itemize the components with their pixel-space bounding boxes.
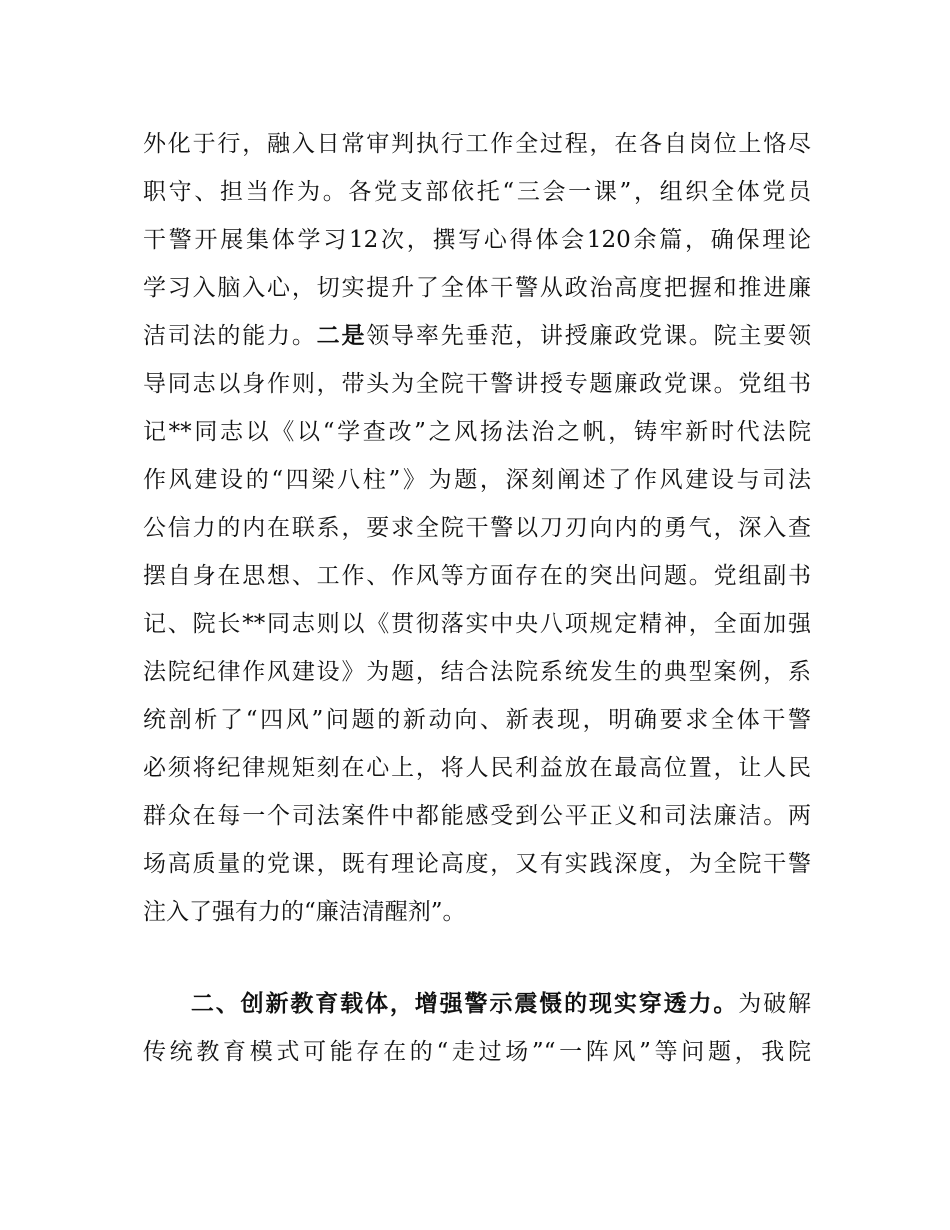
text-line: 场高质量的党课，既有理论高度，又有实践深度，为全院干警	[143, 851, 811, 877]
text-line: 学习入脑入心，切实提升了全体干警从政治高度把握和推进廉	[143, 275, 811, 301]
text-line: 导同志以身作则，带头为全院干警讲授专题廉政党课。党组书	[143, 371, 811, 397]
text-line: 传统教育模式可能存在的“走过场”“一阵风”等问题，我院	[143, 1039, 811, 1065]
text-run: 洁司法的能力。	[143, 323, 317, 349]
text-line: 必须将纪律规矩刻在心上，将人民利益放在最高位置，让人民	[143, 755, 811, 781]
text-line: 注入了强有力的“廉洁清醒剂”。	[143, 899, 466, 925]
text-line: 统剖析了“四风”问题的新动向、新表现，明确要求全体干警	[143, 707, 811, 733]
text-line-heading	[143, 984, 811, 1024]
text-line: 公信力的内在联系，要求全院干警以刀刃向内的勇气，深入查	[143, 515, 811, 541]
section-heading: 二、创新教育载体，增强警示震慑的现实穿透力。	[189, 991, 739, 1017]
text-line: 职守、担当作为。各党支部依托“三会一课”，组织全体党员	[143, 179, 811, 205]
text-line-mixed	[143, 316, 811, 356]
text-line: 记**同志以《以“学查改”之风扬法治之帆，铸牢新时代法院	[143, 419, 811, 445]
text-run: 领导率先垂范，讲授廉政党课。院主要领	[366, 323, 811, 349]
text-line: 干警开展集体学习12次，撰写心得体会120余篇，确保理论	[143, 227, 811, 253]
text-line: 记、院长**同志则以《贯彻落实中央八项规定精神，全面加强	[143, 611, 811, 637]
text-line: 法院纪律作风建设》为题，结合法院系统发生的典型案例，系	[143, 659, 811, 685]
text-line: 群众在每一个司法案件中都能感受到公平正义和司法廉洁。两	[143, 803, 811, 829]
text-line: 作风建设的“四梁八柱”》为题，深刻阐述了作风建设与司法	[143, 467, 811, 493]
text-line: 摆自身在思想、工作、作风等方面存在的突出问题。党组副书	[143, 563, 811, 589]
text-run: 为破解	[738, 991, 811, 1017]
emphasis-label: 二是	[316, 323, 367, 349]
text-line: 外化于行，融入日常审判执行工作全过程，在各自岗位上恪尽	[143, 131, 811, 157]
